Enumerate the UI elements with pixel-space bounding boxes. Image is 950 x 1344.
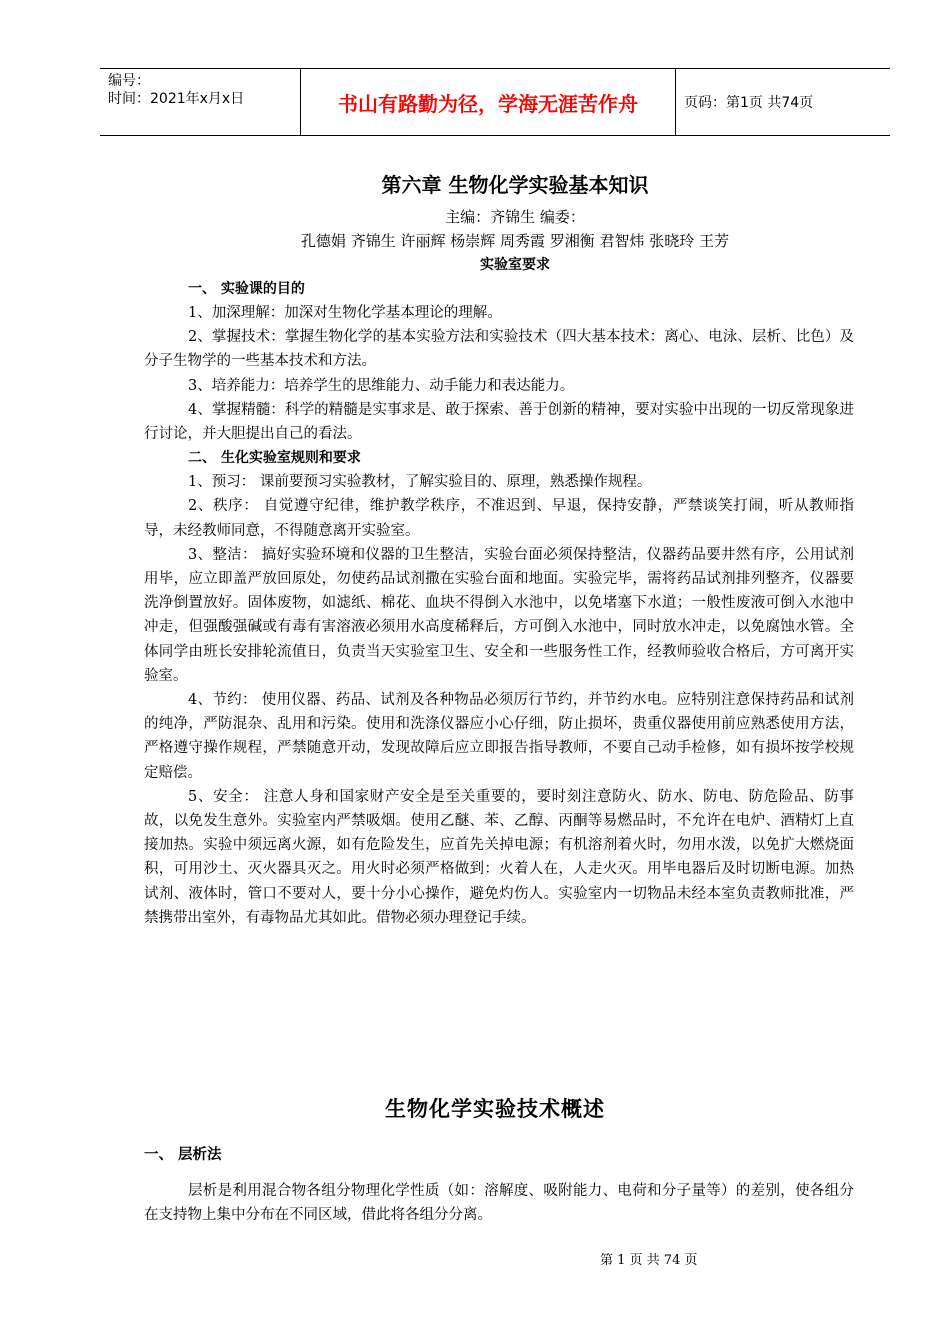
header-page-label: 页码：第1页 共74页 (684, 95, 814, 111)
rule-item: 4、节约： 使用仪器、药品、试剂及各种物品必须厉行节约，并节约水电。应特别注意保持药品和试剂的纯净，严防混杂、乱用和污染。使用和洗涤仪器应小心仔细，防止损坏，贵重仪器使用前应熟悉使用方法，严格遵守操作规程，严禁随意开动，发现故障后应立即报告指导教师，不要自己动手检修，如有损坏按学校规定赔偿。 (144, 692, 854, 781)
rule-item: 5、安全： 注意人身和国家财产安全是至关重要的，要时刻注意防火、防水、防电、防危险品、防事故，以免发生意外。实验室内严禁吸烟。使用乙醚、苯、乙醇、丙酮等易燃品时，不允许在电炉、酒精灯上直接加热。实验中须远离火源，如有危险发生，应首先关掉电源；有机溶剂着火时，勿用水泼，以免扩大燃烧面积，可用沙土、灭火器具灭之。用火时必须严格做到：火着人在，人走火灭。用毕电器后及时切断电源。加热试剂、液体时，管口不要对人，要十分小心操作，避免灼伤人。实验室内一切物品未经本室负责教师批准，严禁携带出室外，有毒物品尤其如此。借物必须办理登记手续。 (144, 788, 854, 926)
rule-item: 1、预习： 课前要预习实验教材，了解实验目的、原理，熟悉操作规程。 (188, 474, 652, 491)
chromatography-heading: 一、 层析法 (144, 1146, 222, 1163)
section-subtitle: 实验室要求 (480, 257, 550, 273)
chromatography-text: 层析是利用混合物各组分物理化学性质（如：溶解度、吸附能力、电荷和分子量等）的差别，使各组分在支持物上集中分布在不同区域，借此将各组分分离。 (144, 1183, 854, 1224)
purpose-item: 1、加深理解：加深对生物化学基本理论的理解。 (188, 305, 502, 321)
document-number-label: 编号： (108, 73, 150, 89)
header-meta-cell (100, 69, 301, 135)
chapter-title: 第六章 生物化学实验基本知识 (381, 173, 649, 197)
overview-title: 生物化学实验技术概述 (385, 1096, 605, 1121)
section-heading-purpose: 一、 实验课的目的 (188, 281, 305, 297)
chapter-editors: 主编：齐锦生 编委： (445, 208, 585, 226)
page-footer: 第 1 页 共 74 页 (600, 1253, 698, 1268)
header-motto: 书山有路勤为径，学海无涯苦作舟 (301, 69, 676, 135)
document-header (100, 68, 890, 136)
section-heading-rules: 二、 生化实验室规则和要求 (188, 450, 361, 467)
rule-item: 2、秩序： 自觉遵守纪律，维护教学秩序，不准迟到、早退，保持安静，严禁谈笑打闹，听从教师指导，未经教师同意，不得随意离开实验室。 (144, 498, 854, 539)
rule-item: 3、整洁： 搞好实验环境和仪器的卫生整洁，实验台面必须保持整洁，仪器药品要井然有序，公用试剂用毕，应立即盖严放回原处，勿使药品试剂撒在实验台面和地面。实验完毕，需将药品试剂排列整齐，仪器要洗净倒置放好。固体废物，如滤纸、棉花、血块不得倒入水池中，以免堵塞下水道；一般性废液可倒入水池中冲走，但强酸强碱或有毒有害溶液必须用水高度稀释后，方可倒入水池中，同时放水冲走，以免腐蚀水管。全体同学由班长安排轮流值日，负责当天实验室卫生、安全和一些服务性工作，经教师验收合格后，方可离开实验室。 (144, 546, 854, 684)
purpose-item: 4、掌握精髓：科学的精髓是实事求是、敢于探索、善于创新的精神，要对实验中出现的一切反常现象进行讨论，并大胆提出自己的看法。 (144, 401, 854, 443)
purpose-item: 2、掌握技术：掌握生物化学的基本实验方法和实验技术（四大基本技术：离心、电泳、层析、比色）及分子生物学的一些基本技术和方法。 (144, 329, 854, 370)
document-time-label: 时间：2021年x月x日 (108, 91, 245, 107)
chapter-committee: 孔德娟 齐锦生 许丽辉 杨崇辉 周秀霞 罗湘衡 君智炜 张晓玲 王芳 (300, 232, 730, 250)
overview-section (144, 1143, 854, 1227)
purpose-item: 3、培养能力：培养学生的思维能力、动手能力和表达能力。 (188, 377, 575, 394)
main-content (144, 165, 854, 930)
